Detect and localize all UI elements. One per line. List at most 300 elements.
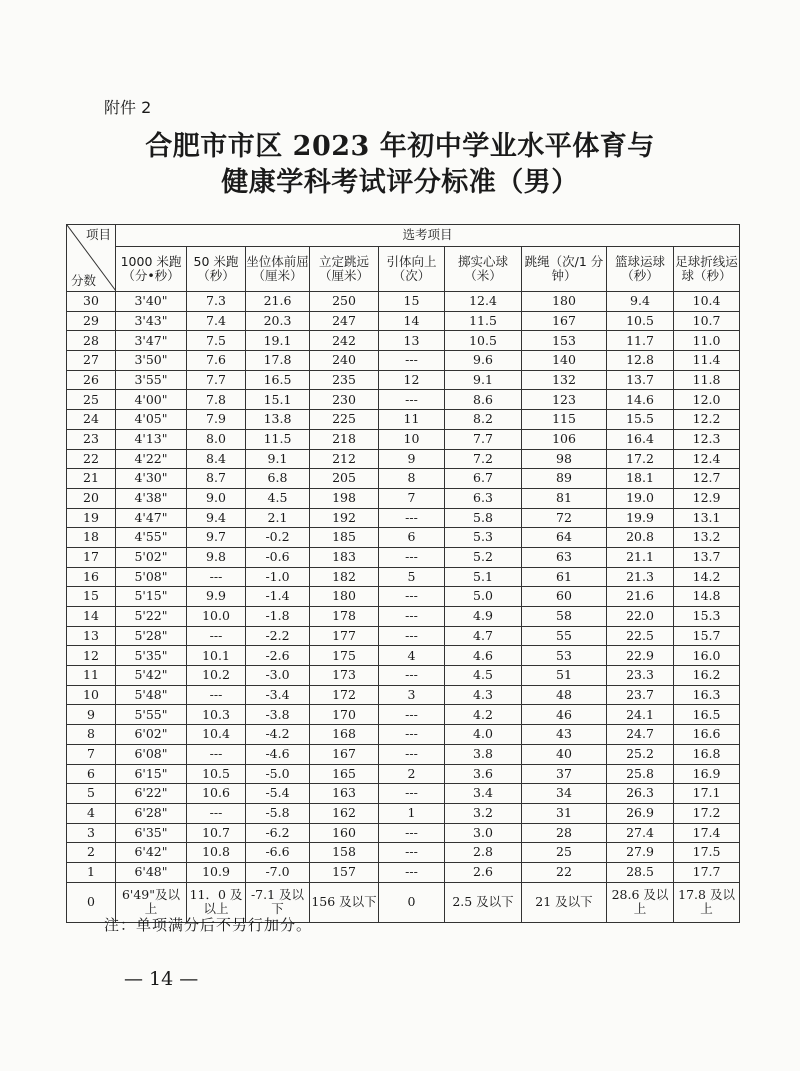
standard-cell: -0.6 [246, 547, 310, 567]
standard-cell: 6.3 [445, 488, 522, 508]
score-cell: 17 [67, 547, 116, 567]
score-cell: 14 [67, 607, 116, 627]
standard-cell: 6'42" [116, 843, 187, 863]
table-row [67, 607, 740, 627]
standard-cell: 185 [310, 528, 379, 548]
standard-cell: --- [187, 803, 246, 823]
standard-cell: 8.6 [445, 390, 522, 410]
standard-cell: 16.5 [674, 705, 740, 725]
standard-cell: -1.8 [246, 607, 310, 627]
standard-cell: 21.6 [607, 587, 674, 607]
table-row [67, 803, 740, 823]
standard-cell: -5.0 [246, 764, 310, 784]
standard-cell: 153 [522, 331, 607, 351]
standard-cell: 46 [522, 705, 607, 725]
standard-cell: 15 [379, 292, 445, 312]
standard-cell: 72 [522, 508, 607, 528]
standard-cell: 3.0 [445, 823, 522, 843]
column-header: 引体向上（次） [379, 247, 445, 292]
standard-cell: 89 [522, 469, 607, 489]
standard-cell: 172 [310, 685, 379, 705]
standard-cell: 7.2 [445, 449, 522, 469]
standard-cell: 7.7 [187, 370, 246, 390]
standard-cell: 3.2 [445, 803, 522, 823]
standard-cell: 43 [522, 725, 607, 745]
standard-cell: -7.1 及以下 [246, 882, 310, 922]
standard-cell: 58 [522, 607, 607, 627]
standard-cell: --- [379, 607, 445, 627]
standard-cell: 3'50" [116, 351, 187, 371]
standard-cell: 13.7 [674, 547, 740, 567]
standard-cell: --- [379, 862, 445, 882]
standard-cell: 4.5 [445, 666, 522, 686]
standard-cell: 9.0 [187, 488, 246, 508]
standard-cell: 5'48" [116, 685, 187, 705]
score-cell: 19 [67, 508, 116, 528]
standard-cell: 12.0 [674, 390, 740, 410]
standard-cell: 1 [379, 803, 445, 823]
table-row [67, 646, 740, 666]
score-cell: 27 [67, 351, 116, 371]
standard-cell: 10.9 [187, 862, 246, 882]
standard-cell: 11.0 [674, 331, 740, 351]
standard-cell: 13.7 [607, 370, 674, 390]
standard-cell: 13.1 [674, 508, 740, 528]
standard-cell: -3.0 [246, 666, 310, 686]
standard-cell: -6.6 [246, 843, 310, 863]
standard-cell: 6 [379, 528, 445, 548]
score-cell: 0 [67, 882, 116, 922]
standard-cell: 9.1 [246, 449, 310, 469]
column-header: 掷实心球（米） [445, 247, 522, 292]
standard-cell: 8.0 [187, 429, 246, 449]
standard-cell: --- [379, 744, 445, 764]
standard-cell: -2.6 [246, 646, 310, 666]
standard-cell: -3.4 [246, 685, 310, 705]
table-row [67, 449, 740, 469]
standard-cell: 16.6 [674, 725, 740, 745]
standard-cell: 10.6 [187, 784, 246, 804]
table-row [67, 823, 740, 843]
standard-cell: -7.0 [246, 862, 310, 882]
standard-cell: 178 [310, 607, 379, 627]
standard-cell: 28 [522, 823, 607, 843]
standard-cell: 8 [379, 469, 445, 489]
standard-cell: 5'22" [116, 607, 187, 627]
standard-cell: 106 [522, 429, 607, 449]
standard-cell: 5.3 [445, 528, 522, 548]
column-header: 50 米跑（秒） [187, 247, 246, 292]
group-header: 选考项目 [116, 225, 740, 247]
standard-cell: 2.1 [246, 508, 310, 528]
standard-cell: 4'55" [116, 528, 187, 548]
standard-cell: 10.7 [187, 823, 246, 843]
standard-cell: 10.2 [187, 666, 246, 686]
scoring-table [66, 224, 740, 923]
standard-cell: --- [379, 626, 445, 646]
standard-cell: 28.5 [607, 862, 674, 882]
footnote: 注：单项满分后不另行加分。 [104, 916, 313, 934]
standard-cell: 132 [522, 370, 607, 390]
score-cell: 12 [67, 646, 116, 666]
standard-cell: 4.5 [246, 488, 310, 508]
standard-cell: --- [187, 567, 246, 587]
standard-cell: 24.7 [607, 725, 674, 745]
standard-cell: 13.2 [674, 528, 740, 548]
standard-cell: 5 [379, 567, 445, 587]
standard-cell: 167 [522, 311, 607, 331]
standard-cell: 21.6 [246, 292, 310, 312]
standard-cell: -6.2 [246, 823, 310, 843]
standard-cell: 7.4 [187, 311, 246, 331]
standard-cell: 51 [522, 666, 607, 686]
standard-cell: 17.8 [246, 351, 310, 371]
standard-cell: 11.5 [246, 429, 310, 449]
score-cell: 8 [67, 725, 116, 745]
standard-cell: 250 [310, 292, 379, 312]
standard-cell: 10.5 [187, 764, 246, 784]
table-row [67, 488, 740, 508]
standard-cell: 7.3 [187, 292, 246, 312]
standard-cell: -4.6 [246, 744, 310, 764]
standard-cell: 3'40" [116, 292, 187, 312]
standard-cell: 10.4 [674, 292, 740, 312]
standard-cell: 5'28" [116, 626, 187, 646]
standard-cell: --- [187, 685, 246, 705]
standard-cell: 7 [379, 488, 445, 508]
standard-cell: 192 [310, 508, 379, 528]
standard-cell: 140 [522, 351, 607, 371]
standard-cell: 9.7 [187, 528, 246, 548]
standard-cell: 175 [310, 646, 379, 666]
standard-cell: 25.8 [607, 764, 674, 784]
standard-cell: 40 [522, 744, 607, 764]
standard-cell: 24.1 [607, 705, 674, 725]
standard-cell: 180 [310, 587, 379, 607]
table-row [67, 666, 740, 686]
standard-cell: 22.5 [607, 626, 674, 646]
table-row [67, 626, 740, 646]
standard-cell: 10.4 [187, 725, 246, 745]
standard-cell: 13 [379, 331, 445, 351]
standard-cell: 23.3 [607, 666, 674, 686]
score-cell: 10 [67, 685, 116, 705]
score-cell: 6 [67, 764, 116, 784]
table-row [67, 705, 740, 725]
score-cell: 25 [67, 390, 116, 410]
standard-cell: 156 及以下 [310, 882, 379, 922]
standard-cell: 4.6 [445, 646, 522, 666]
standard-cell: 168 [310, 725, 379, 745]
standard-cell: 11.4 [674, 351, 740, 371]
standard-cell: 22.9 [607, 646, 674, 666]
standard-cell: 26.3 [607, 784, 674, 804]
standard-cell: 14.6 [607, 390, 674, 410]
standard-cell: 7.7 [445, 429, 522, 449]
score-cell: 3 [67, 823, 116, 843]
table-row [67, 469, 740, 489]
standard-cell: 5'55" [116, 705, 187, 725]
standard-cell: 17.5 [674, 843, 740, 863]
score-cell: 18 [67, 528, 116, 548]
standard-cell: 10 [379, 429, 445, 449]
standard-cell: 6'22" [116, 784, 187, 804]
standard-cell: 160 [310, 823, 379, 843]
standard-cell: 12.4 [445, 292, 522, 312]
standard-cell: --- [379, 508, 445, 528]
standard-cell: 3 [379, 685, 445, 705]
standard-cell: -5.4 [246, 784, 310, 804]
standard-cell: 5'35" [116, 646, 187, 666]
standard-cell: 163 [310, 784, 379, 804]
standard-cell: 4'38" [116, 488, 187, 508]
standard-cell: 12.9 [674, 488, 740, 508]
score-cell: 13 [67, 626, 116, 646]
standard-cell: 8.2 [445, 410, 522, 430]
standard-cell: 157 [310, 862, 379, 882]
standard-cell: 26.9 [607, 803, 674, 823]
standard-cell: 11.8 [674, 370, 740, 390]
standard-cell: 7.8 [187, 390, 246, 410]
score-cell: 29 [67, 311, 116, 331]
standard-cell: --- [379, 547, 445, 567]
document-title-line-1: 合肥市市区 2023 年初中学业水平体育与 [145, 131, 655, 162]
table-row [67, 528, 740, 548]
table-row [67, 567, 740, 587]
table-row [67, 331, 740, 351]
page-number: — 14 — [124, 968, 199, 990]
standard-cell: 6.7 [445, 469, 522, 489]
standard-cell: 123 [522, 390, 607, 410]
standard-cell: --- [379, 843, 445, 863]
standard-cell: 2.5 及以下 [445, 882, 522, 922]
score-cell: 9 [67, 705, 116, 725]
standard-cell: 14.2 [674, 567, 740, 587]
column-header: 跳绳（次/1 分钟） [522, 247, 607, 292]
standard-cell: 53 [522, 646, 607, 666]
score-cell: 28 [67, 331, 116, 351]
standard-cell: 2.6 [445, 862, 522, 882]
table-row [67, 784, 740, 804]
standard-cell: --- [187, 744, 246, 764]
standard-cell: 240 [310, 351, 379, 371]
standard-cell: 4'30" [116, 469, 187, 489]
standard-cell: 17.2 [674, 803, 740, 823]
standard-cell: 81 [522, 488, 607, 508]
standard-cell: 9.6 [445, 351, 522, 371]
standard-cell: 17.8 及以上 [674, 882, 740, 922]
score-cell: 11 [67, 666, 116, 686]
standard-cell: -1.4 [246, 587, 310, 607]
standard-cell: 21.3 [607, 567, 674, 587]
standard-cell: 205 [310, 469, 379, 489]
table-row [67, 292, 740, 312]
standard-cell: 4.7 [445, 626, 522, 646]
standard-cell: 4'05" [116, 410, 187, 430]
standard-cell: 177 [310, 626, 379, 646]
standard-cell: 4.0 [445, 725, 522, 745]
standard-cell: 21 及以下 [522, 882, 607, 922]
table-row [67, 547, 740, 567]
standard-cell: --- [379, 725, 445, 745]
standard-cell: --- [379, 587, 445, 607]
standard-cell: 16.9 [674, 764, 740, 784]
standard-cell: -5.8 [246, 803, 310, 823]
standard-cell: 4'47" [116, 508, 187, 528]
table-row [67, 351, 740, 371]
table-row [67, 508, 740, 528]
standard-cell: 235 [310, 370, 379, 390]
standard-cell: 11 [379, 410, 445, 430]
standard-cell: 27.9 [607, 843, 674, 863]
standard-cell: 16.2 [674, 666, 740, 686]
standard-cell: 23.7 [607, 685, 674, 705]
standard-cell: 19.1 [246, 331, 310, 351]
standard-cell: 173 [310, 666, 379, 686]
table-row [67, 311, 740, 331]
standard-cell: 218 [310, 429, 379, 449]
standard-cell: 20.3 [246, 311, 310, 331]
score-cell: 4 [67, 803, 116, 823]
table-row [67, 862, 740, 882]
standard-cell: 12 [379, 370, 445, 390]
standard-cell: 2 [379, 764, 445, 784]
standard-cell: 9.8 [187, 547, 246, 567]
standard-cell: 183 [310, 547, 379, 567]
document-title-line-2: 健康学科考试评分标准（男） [221, 167, 579, 198]
standard-cell: 5'15" [116, 587, 187, 607]
table-row [67, 685, 740, 705]
standard-cell: 167 [310, 744, 379, 764]
standard-cell: 3.8 [445, 744, 522, 764]
standard-cell: 242 [310, 331, 379, 351]
score-cell: 7 [67, 744, 116, 764]
table-row [67, 429, 740, 449]
standard-cell: --- [379, 351, 445, 371]
score-cell: 20 [67, 488, 116, 508]
standard-cell: 115 [522, 410, 607, 430]
corner-header-cell [67, 225, 116, 292]
corner-header-score: 分数 [71, 272, 97, 288]
score-cell: 5 [67, 784, 116, 804]
table-row [67, 744, 740, 764]
standard-cell: 8.7 [187, 469, 246, 489]
standard-cell: 5.1 [445, 567, 522, 587]
standard-cell: 16.3 [674, 685, 740, 705]
standard-cell: 2.8 [445, 843, 522, 863]
standard-cell: --- [187, 626, 246, 646]
score-cell: 23 [67, 429, 116, 449]
standard-cell: 16.8 [674, 744, 740, 764]
standard-cell: 3'55" [116, 370, 187, 390]
standard-cell: 4'13" [116, 429, 187, 449]
standard-cell: 180 [522, 292, 607, 312]
score-cell: 1 [67, 862, 116, 882]
standard-cell: 60 [522, 587, 607, 607]
standard-cell: 4.9 [445, 607, 522, 627]
standard-cell: 98 [522, 449, 607, 469]
standard-cell: 5.0 [445, 587, 522, 607]
standard-cell: 17.2 [607, 449, 674, 469]
column-header: 1000 米跑（分•秒） [116, 247, 187, 292]
standard-cell: 20.8 [607, 528, 674, 548]
standard-cell: 10.7 [674, 311, 740, 331]
standard-cell: 31 [522, 803, 607, 823]
standard-cell: 12.3 [674, 429, 740, 449]
standard-cell: 12.4 [674, 449, 740, 469]
standard-cell: 27.4 [607, 823, 674, 843]
standard-cell: 9.1 [445, 370, 522, 390]
standard-cell: 5'02" [116, 547, 187, 567]
standard-cell: 21.1 [607, 547, 674, 567]
standard-cell: 13.8 [246, 410, 310, 430]
standard-cell: 34 [522, 784, 607, 804]
standard-cell: 3'43" [116, 311, 187, 331]
standard-cell: 7.6 [187, 351, 246, 371]
standard-cell: 11.7 [607, 331, 674, 351]
standard-cell: 212 [310, 449, 379, 469]
standard-cell: -2.2 [246, 626, 310, 646]
standard-cell: 6.8 [246, 469, 310, 489]
standard-cell: 230 [310, 390, 379, 410]
column-header: 足球折线运球（秒） [674, 247, 740, 292]
standard-cell: --- [379, 705, 445, 725]
standard-cell: 25.2 [607, 744, 674, 764]
score-cell: 21 [67, 469, 116, 489]
standard-cell: 225 [310, 410, 379, 430]
corner-header-item: 项目 [85, 227, 111, 242]
standard-cell: --- [379, 823, 445, 843]
standard-cell: 7.9 [187, 410, 246, 430]
table-row [67, 390, 740, 410]
standard-cell: -4.2 [246, 725, 310, 745]
standard-cell: 22.0 [607, 607, 674, 627]
standard-cell: 64 [522, 528, 607, 548]
standard-cell: 25 [522, 843, 607, 863]
standard-cell: -3.8 [246, 705, 310, 725]
standard-cell: 15.5 [607, 410, 674, 430]
standard-cell: 9.4 [607, 292, 674, 312]
standard-cell: -1.0 [246, 567, 310, 587]
standard-cell: 170 [310, 705, 379, 725]
score-cell: 15 [67, 587, 116, 607]
score-cell: 30 [67, 292, 116, 312]
standard-cell: 55 [522, 626, 607, 646]
table-row [67, 725, 740, 745]
standard-cell: 12.7 [674, 469, 740, 489]
standard-cell: 158 [310, 843, 379, 863]
table-row [67, 843, 740, 863]
standard-cell: 16.0 [674, 646, 740, 666]
standard-cell: 5'08" [116, 567, 187, 587]
standard-cell: 28.6 及以上 [607, 882, 674, 922]
standard-cell: 6'28" [116, 803, 187, 823]
standard-cell: 5.8 [445, 508, 522, 528]
standard-cell: 48 [522, 685, 607, 705]
standard-cell: 6'15" [116, 764, 187, 784]
standard-cell: 3.6 [445, 764, 522, 784]
standard-cell: 4 [379, 646, 445, 666]
standard-cell: 165 [310, 764, 379, 784]
standard-cell: 12.2 [674, 410, 740, 430]
standard-cell: 10.5 [607, 311, 674, 331]
score-cell: 2 [67, 843, 116, 863]
standard-cell: 6'48" [116, 862, 187, 882]
standard-cell: 182 [310, 567, 379, 587]
standard-cell: 14 [379, 311, 445, 331]
standard-cell: 9.4 [187, 508, 246, 528]
standard-cell: 4'22" [116, 449, 187, 469]
